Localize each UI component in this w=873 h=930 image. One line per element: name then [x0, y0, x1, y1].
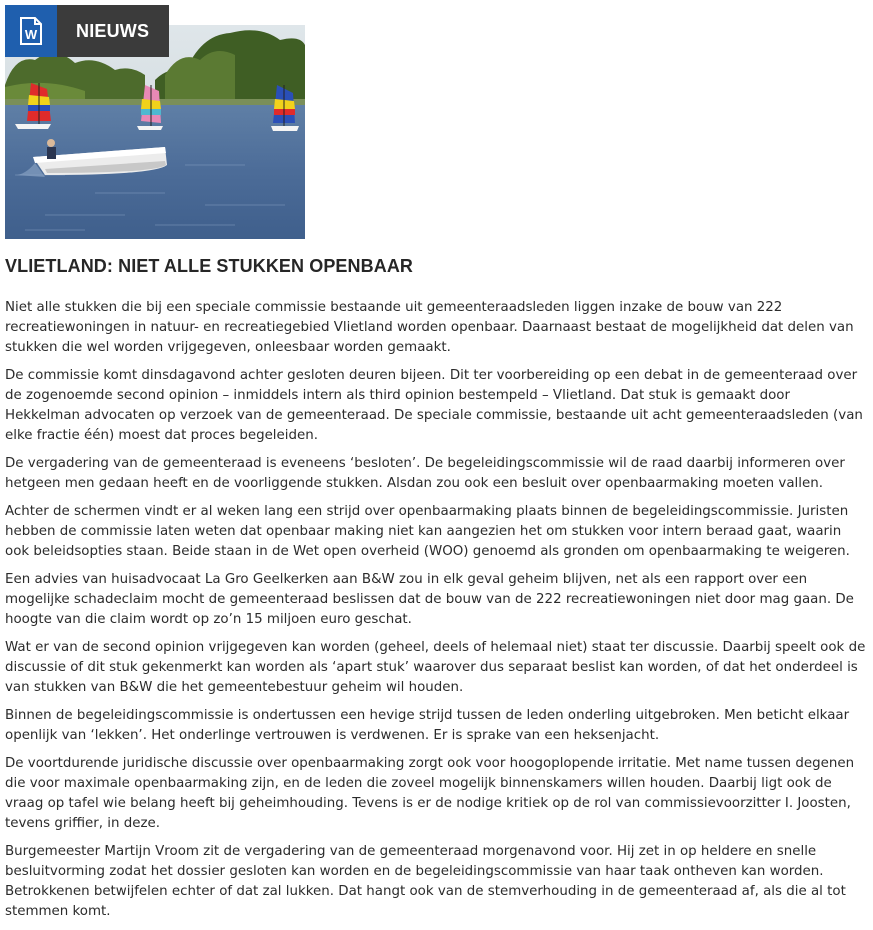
article-title: VLIETLAND: NIET ALLE STUKKEN OPENBAAR — [5, 256, 414, 276]
article-paragraph: De commissie komt dinsdagavond achter gesloten deuren bijeen. Dit ter voorbereiding op een debat in de gemeenteraad over de zogenoemde second opinion – inmiddels intern als third opinion bestempeld – Vlietland. Dat stuk is gemaakt door Hekkelman advocaten op verzoek van de gemeenteraad. De speciale commissie, bestaande uit acht gemeenteraadsleden (van elke fractie één) moest dat proces begeleiden. — [5, 368, 863, 443]
category-label[interactable]: NIEUWS — [57, 5, 169, 57]
article-paragraph: De voortdurende juridische discussie over openbaarmaking zorgt ook voor hoogoplopende irritatie. Met name tussen degenen die voor maximale openbaarmaking zijn, en de leden die zoveel mogelijk binnenskamers willen houden. Daarbij ligt ook de vraag op tafel wie belang heeft bij geheimhouding. Tevens is er de nodige kritiek op de rol van commissievoorzitter I. Joosten, tevens griffier, in deze. — [5, 756, 855, 831]
article-paragraph: Wat er van de second opinion vrijgegeven kan worden (geheel, deels of helemaal niet) staat ter discussie. Daarbij speelt ook de discussie of dit stuk gekenmerkt kan worden als ‘apart stuk’ waarover dus separaat beslist kan worden, of dat het onderdeel is van stukken van B&W die het gemeentebestuur geheim wil houden. — [5, 640, 866, 695]
article-paragraph: Een advies van huisadvocaat La Gro Geelkerken aan B&W zou in elk geval geheim blijven, net als een rapport over een mogelijke schadeclaim mocht de gemeenteraad beslissen dat de bouw van de 222 recreatiewoningen niet door mag gaan. De hoogte van die claim wordt op zo’n 15 miljoen euro geschat. — [5, 572, 854, 627]
article-paragraph: De vergadering van de gemeenteraad is eveneens ‘besloten’. De begeleidingscommissie wil de raad daarbij informeren over hetgeen men gedaan heeft en de voorliggende stukken. Alsdan zou ook een besluit over openbaarmaking moeten vallen. — [5, 456, 845, 491]
site-logo-icon — [5, 5, 57, 57]
article-paragraph: Binnen de begeleidingscommissie is ondertussen een hevige strijd tussen de leden onderling uitgebroken. Men beticht elkaar openlijk van ‘lekken’. Het onderlinge vertrouwen is verdwenen. Er is sprake van een heksenjacht. — [5, 708, 850, 743]
category-tag[interactable] — [5, 5, 169, 57]
article-paragraph: Burgemeester Martijn Vroom zit de vergadering van de gemeenteraad morgenavond voor. Hij zet in op heldere en snelle besluitvorming zodat het dossier gesloten kan worden en de begeleidingscommissie van haar taak ontheven kan worden. Betrokkenen betwijfelen echter of dat zal lukken. Dat hangt ook van de stemverhouding in de gemeenteraad af, als die al tot stemmen komt. — [5, 844, 846, 919]
article-body — [5, 298, 867, 930]
svg-text:W: W — [24, 27, 38, 42]
article-paragraph: Niet alle stukken die bij een speciale commissie bestaande uit gemeenteraadsleden liggen inzake de bouw van 222 recreatiewoningen in natuur- en recreatiegebied Vlietland worden openbaar. Daarnaast bestaat de mogelijkheid dat delen van stukken die wel worden vrijgegeven, onleesbaar worden gemaakt. — [5, 300, 854, 355]
article-photo — [5, 25, 305, 239]
article-paragraph: Achter de schermen vindt er al weken lang een strijd over openbaarmaking plaats binnen de begeleidingscommissie. Juristen hebben de commissie laten weten dat openbaar making niet kan aangezien het om stukken voor intern beraad gaat, waarin ook beleidsopties staan. Beide staan in de Wet open overheid (WOO) genoemd als gronden om openbaarmaking te weigeren. — [5, 504, 850, 559]
